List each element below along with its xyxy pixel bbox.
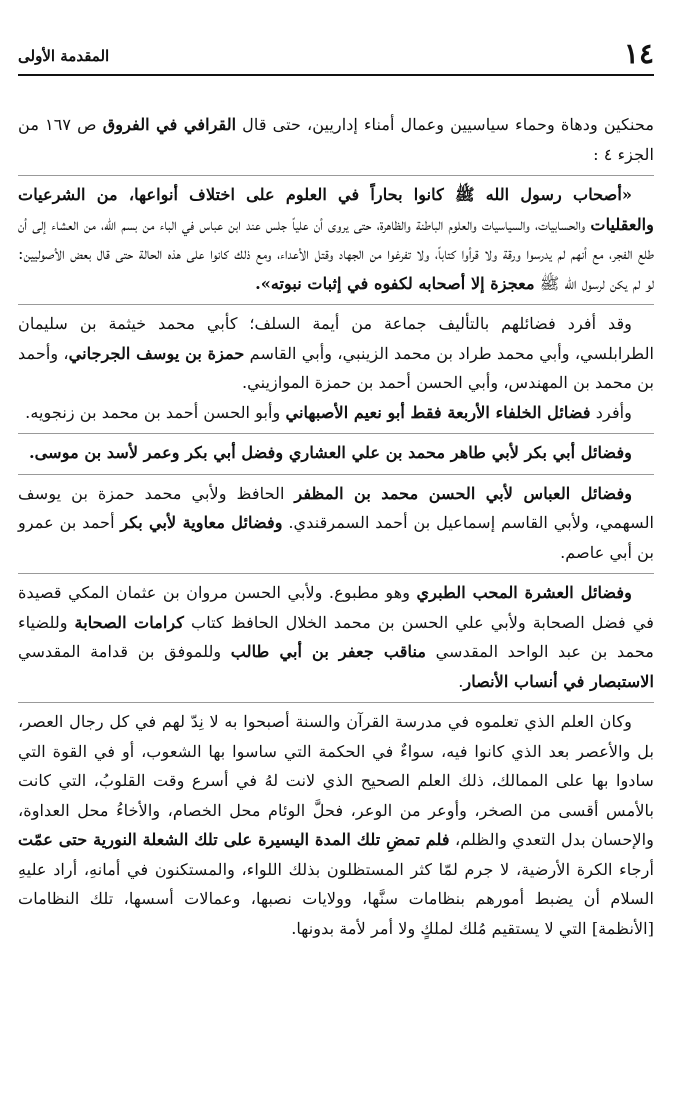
bold-text-run: كرامات الصحابة — [74, 612, 185, 632]
text-run: وأفرد — [590, 402, 632, 422]
bold-text-run: ». — [255, 273, 271, 293]
text-run: وأبو الحسن أحمد بن محمد بن زنجويه. — [25, 402, 286, 422]
bold-text-run: وفضائل أبي بكر لأبي طاهر محمد بن علي العشاري وفضل أبي بكر وعمر لأسد بن موسى. — [29, 443, 632, 462]
text-run: ، وأحمد بن محمد بن المهندس، وأبي الحسن أحمد بن حمزة الموازيني. — [18, 343, 654, 392]
page-number: ١٤ — [623, 37, 654, 70]
text-run: وللضياء محمد بن عبد الواحد المقدسي — [18, 612, 654, 661]
paragraph — [18, 438, 654, 468]
text-run: ص ١٦٧ من الجزء ٤ : — [18, 115, 654, 164]
text-run: وقد أفرد فضائلهم بالتأليف جماعة من أيمة السلف؛ كأبي محمد خيثمة بن سليمان الطرابلسي، وأبي محمد طراد بن محمد الزينبي، وأبي القاسم — [18, 314, 654, 363]
paragraph — [18, 707, 654, 943]
bold-text-run: فضائل الخلفاء الأربعة فقط أبو نعيم الأصبهاني — [285, 402, 591, 422]
page-body — [18, 110, 654, 943]
paragraph-separator — [18, 304, 654, 305]
text-run: أحمد بن عمرو بن أبي عاصم. — [18, 513, 654, 562]
text-run: والحسابيات، والسياسيات والعلوم الباطنة والظاهرة، حتى يروى أن علياً جلس عند ابن عباس في الباء من بسم الله، من العشاء إلى أن طلع الفجر، مع أنهم لم يدرسوا ورقة ولا قرأوا كتاباً، ولا تفرغوا من الجهاد وقتل الأعداء، ومع ذلك كانوا على هذه الحالة حتى قال بعض الأصوليين: لو لم يكن لرسول الله ﷺ — [18, 214, 654, 293]
header-rule — [18, 74, 654, 76]
paragraph — [18, 479, 654, 568]
paragraph-separator — [18, 433, 654, 434]
bold-text-run: حمزة بن يوسف الجرجاني — [68, 343, 245, 363]
text-run: وللموفق بن قدامة المقدسي — [18, 642, 231, 661]
text-run: محنكين ودهاة وحماء سياسيين وعمال أمناء إداريين، حتى قال — [236, 115, 654, 134]
text-run: وهو مطبوع. ولأبي الحسن مروان بن عثمان المكي قصيدة في فضل الصحابة ولأبي علي الحسن بن محمد الخلال الحافظ كتاب — [18, 583, 654, 632]
bold-text-run: وفضائل معاوية لأبي بكر — [120, 513, 283, 532]
text-run: الحافظ ولأبي محمد حمزة بن يوسف السهمي، ولأبي القاسم إسماعيل بن أحمد السمرقندي. — [18, 483, 655, 532]
bold-text-run: فلم تمضِ تلك المدة اليسيرة على تلك الشعلة النورية حتى عمّت — [18, 830, 450, 849]
text-run: وكان العلم الذي تعلموه في مدرسة القرآن والسنة أصبحوا به لا نِدّ لهم في كل رجال العصر، بل والأعصر بعد الذي كانوا فيه، سواءٌ في الحكمة التي ساسوا بها الشعوب، أو في القوة التي سادوا بها على الممالك، ذلك العلم الصحيح الذي لانت لهُ في أسرع وقت القلوبُ، التي كانت بالأمس أقسى من الصخر، وأوعر من الوعر، فحلَّ الوئام محل الخصام، والأخاءُ محل العداوة، والإحسان بدل التعدي والظلم، — [18, 712, 654, 849]
paragraph-separator — [18, 573, 654, 574]
bold-text-run: « — [621, 185, 632, 204]
bold-text-run: وفضائل العباس لأبي الحسن محمد بن المظفر — [294, 483, 633, 503]
quote-paragraph — [18, 180, 654, 298]
paragraph-separator — [18, 702, 654, 703]
paragraph-separator — [18, 175, 654, 176]
bold-text-run: مناقب جعفر بن أبي طالب — [230, 642, 426, 661]
paragraph — [18, 309, 654, 398]
page-header — [18, 28, 654, 68]
bold-text-run: أصحاب رسول الله ﷺ كانوا بحاراً في العلوم على اختلاف أنواعها، من الشرعيات والعقليات — [18, 185, 654, 234]
paragraph — [18, 110, 654, 169]
paragraph — [18, 578, 654, 696]
paragraph-separator — [18, 474, 654, 475]
bold-text-run: القرافي في الفروق — [102, 115, 237, 134]
bold-text-run: الاستبصار في أنساب الأنصار — [463, 671, 654, 691]
bold-text-run: معجزة إلا أصحابه لكفوه في إثبات نبوته — [270, 273, 535, 293]
paragraph — [18, 398, 654, 428]
text-run: أرجاء الكرة الأرضية، لا جرم لمّا كثر المستظلون بذلك اللواء، والمستكنون في أمانهِ، أراد عليهِ السلام أن يضبط أمورهم بنظامات سنَّها، وولايات نصبها، وعمالات أسسها، تلك النظامات [الأنظمة] التي لا يستقيم مُلك لملكٍ ولا أمر لأمة بدونها. — [18, 859, 654, 938]
running-title: المقدمة الأولى — [18, 47, 110, 65]
text-run: . — [458, 671, 464, 691]
bold-text-run: وفضائل العشرة المحب الطبري — [416, 583, 632, 602]
